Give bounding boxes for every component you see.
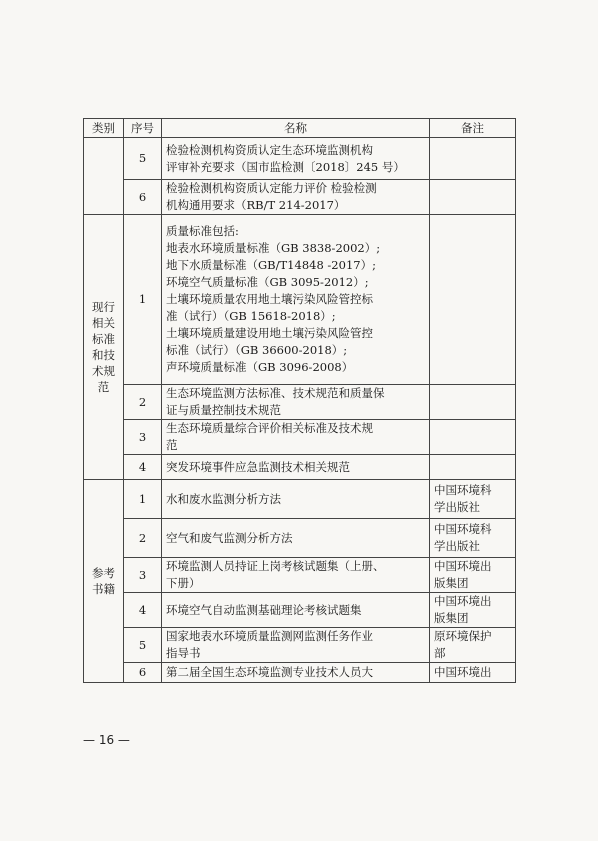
table-row (84, 558, 516, 593)
header-name: 名称 (162, 119, 430, 138)
seq-cell: 4 (124, 455, 162, 480)
name-cell (162, 420, 430, 455)
name-cell (162, 138, 430, 180)
category-cell (84, 215, 124, 480)
table-body (84, 138, 516, 683)
note-line: 中国环境科 (434, 483, 492, 497)
note-cell (430, 138, 516, 180)
name-cell (162, 180, 430, 215)
note-line: 原环境保护 (434, 629, 492, 643)
note-cell (430, 215, 516, 385)
name-cell (162, 558, 430, 593)
seq-cell: 6 (124, 180, 162, 215)
name-cell (162, 385, 430, 420)
seq-cell: 3 (124, 558, 162, 593)
note-line: 版集团 (434, 576, 469, 590)
name-cell (162, 628, 430, 663)
table-row (84, 663, 516, 683)
note-line: 中国环境出 (434, 559, 492, 573)
name-line: 声环境质量标准（GB 3096-2008） (166, 360, 354, 374)
name-line: 水和废水监测分析方法 (166, 491, 281, 506)
note-line: 中国环境出 (434, 594, 492, 608)
name-line: 准（试行）（GB 15618-2018）; (166, 309, 336, 323)
name-line: 环境监测人员持证上岗考核试题集（上册、 (166, 559, 385, 573)
reference-table (83, 118, 516, 683)
seq-cell: 4 (124, 593, 162, 628)
name-line: 第二届全国生态环境监测专业技术人员大 (166, 665, 373, 679)
name-line: 生态环境质量综合评价相关标准及技术规 (166, 421, 373, 435)
name-line: 范 (166, 438, 178, 452)
header-category: 类别 (84, 119, 124, 138)
name-line: 质量标准包括: (166, 224, 239, 238)
seq-cell: 6 (124, 663, 162, 683)
note-line: 版集团 (434, 611, 469, 625)
table-row (84, 455, 516, 480)
table-row (84, 480, 516, 519)
note-cell (430, 628, 516, 663)
name-line: 环境空气自动监测基础理论考核试题集 (166, 602, 362, 617)
seq-cell: 3 (124, 420, 162, 455)
table-row (84, 593, 516, 628)
seq-cell: 1 (124, 480, 162, 519)
note-line: 学出版社 (434, 539, 480, 553)
name-line: 指导书 (166, 646, 201, 660)
name-cell (162, 480, 430, 519)
note-line: 部 (434, 646, 446, 660)
header-note: 备注 (430, 119, 516, 138)
name-line: 环境空气质量标准（GB 3095-2012）; (166, 275, 369, 289)
note-cell (430, 663, 516, 683)
table-row (84, 215, 516, 385)
name-line: 生态环境监测方法标准、技术规范和质量保 (166, 386, 385, 400)
name-line: 检验检测机构资质认定生态环境监测机构 (166, 142, 373, 157)
name-line: 检验检测机构资质认定能力评价 检验检测 (166, 181, 377, 195)
seq-cell: 5 (124, 138, 162, 180)
note-cell (430, 593, 516, 628)
name-line: 空气和废气监测分析方法 (166, 530, 293, 545)
seq-cell: 2 (124, 385, 162, 420)
name-line: 地下水质量标准（GB/T14848 -2017）; (166, 258, 376, 272)
seq-cell: 1 (124, 215, 162, 385)
name-cell (162, 455, 430, 480)
table-row (84, 519, 516, 558)
category-label: 参考书籍 (92, 566, 115, 596)
header-seq: 序号 (124, 119, 162, 138)
name-line: 地表水环境质量标准（GB 3838-2002）; (166, 241, 381, 255)
name-line: 标准（试行）（GB 36600-2018）; (166, 343, 348, 357)
note-line: 学出版社 (434, 500, 480, 514)
note-cell (430, 385, 516, 420)
note-cell (430, 480, 516, 519)
note-cell (430, 558, 516, 593)
name-line: 机构通用要求（RB/T 214-2017） (166, 198, 346, 212)
table-header-row (84, 119, 516, 138)
page-number: — 16 — (83, 733, 130, 747)
seq-cell: 5 (124, 628, 162, 663)
name-cell (162, 663, 430, 683)
name-cell (162, 215, 430, 385)
category-cell (84, 138, 124, 215)
note-cell (430, 455, 516, 480)
seq-cell: 2 (124, 519, 162, 558)
name-cell (162, 593, 430, 628)
name-line: 国家地表水环境质量监测网监测任务作业 (166, 629, 373, 643)
table-row (84, 180, 516, 215)
note-cell (430, 519, 516, 558)
note-line: 中国环境科 (434, 522, 492, 536)
table-row (84, 138, 516, 180)
name-line: 下册） (166, 576, 201, 590)
name-cell (162, 519, 430, 558)
note-cell (430, 180, 516, 215)
note-cell (430, 420, 516, 455)
name-line: 评审补充要求（国市监检测〔2018〕245 号） (166, 159, 405, 174)
category-cell (84, 480, 124, 683)
category-label: 现行相关标准和技术规范 (92, 300, 115, 394)
name-line: 突发环境事件应急监测技术相关规范 (166, 459, 350, 474)
name-line: 土壤环境质量建设用地土壤污染风险管控 (166, 326, 373, 340)
name-line: 土壤环境质量农用地土壤污染风险管控标 (166, 292, 373, 306)
table-row (84, 385, 516, 420)
name-line: 证与质量控制技术规范 (166, 403, 281, 417)
table-row (84, 628, 516, 663)
note-line: 中国环境出 (434, 665, 492, 679)
table-row (84, 420, 516, 455)
